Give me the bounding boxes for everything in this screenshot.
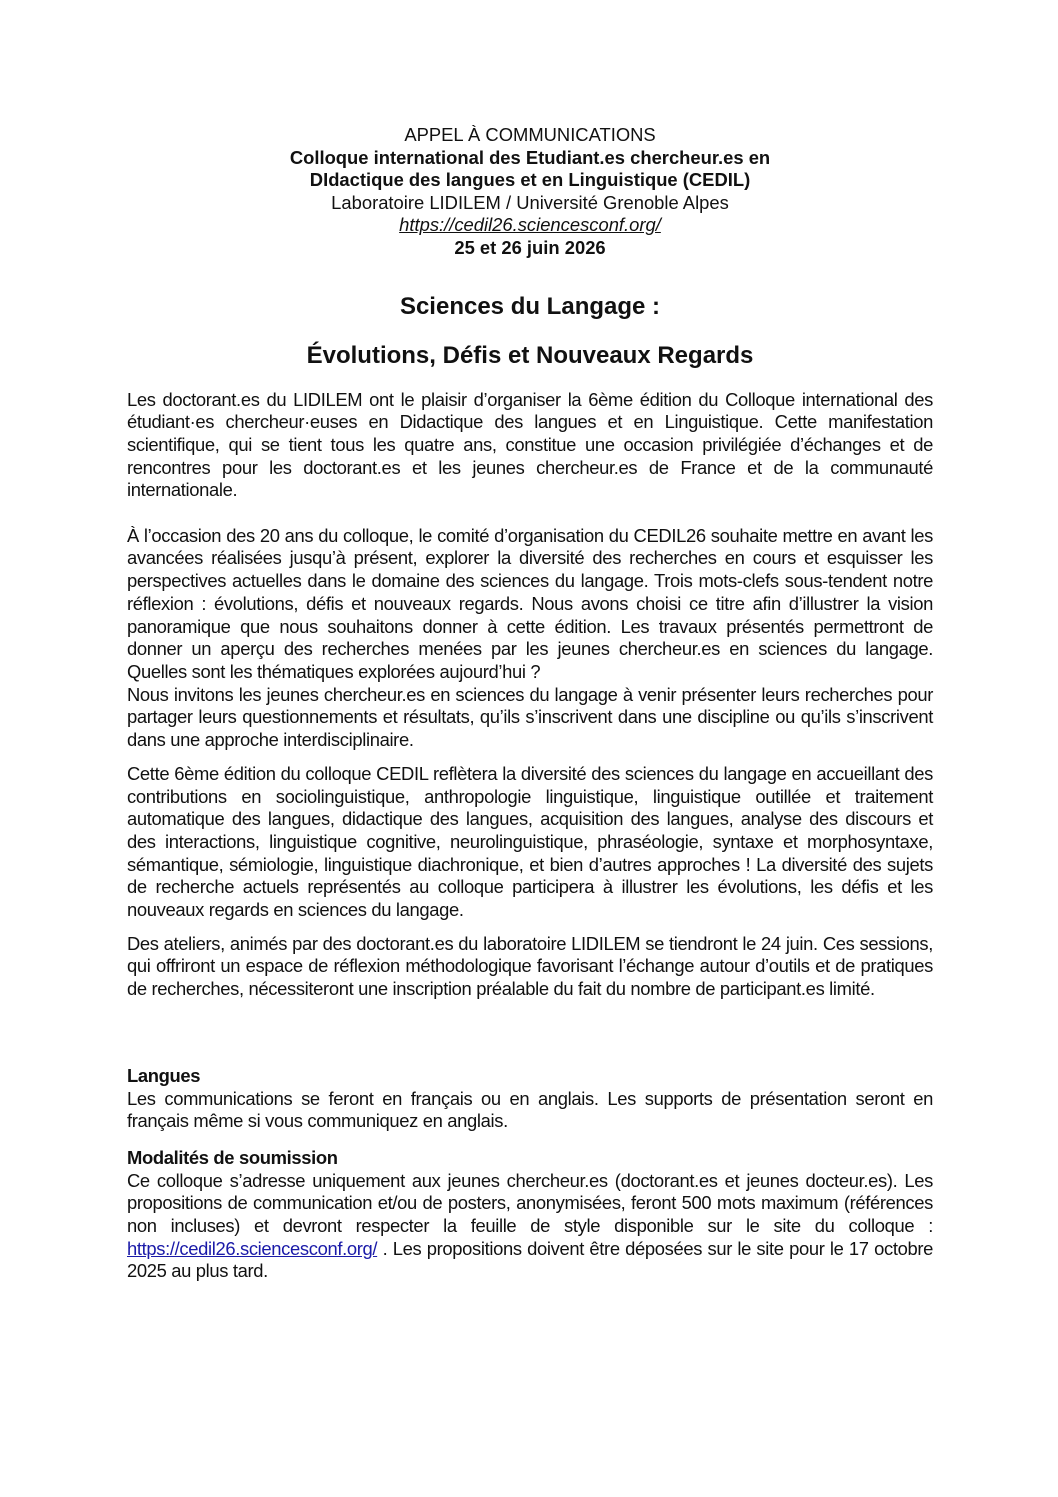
submission-text-before-link: Ce colloque s’adresse uniquement aux jeunes chercheur.es (doctorant.es et jeunes docteur.es). Les propositions de communication et/ou de posters, anonymisées, feront 500 mots maximum (références non incluses) et devront respecter la feuille de style disponible sur le site du colloque : — [127, 1169, 933, 1237]
document-titles — [127, 293, 933, 370]
paragraph-invitation: Nous invitons les jeunes chercheur.es en sciences du langage à venir présenter leurs recherches pour partager leurs questionnements et résultats, qu’ils s’inscrivent dans une discipline ou qu’ils s’inscrivent dans une approche interdisciplinaire. — [127, 683, 933, 751]
page-title: Sciences du Langage : — [399, 292, 661, 320]
section-languages — [127, 1065, 933, 1133]
paragraph-topics: Cette 6ème édition du colloque CEDIL reflètera la diversité des sciences du langage en accueillant des contributions en sociolinguistique, anthropologie linguistique, linguistique outillée et traitement automatique des langues, didactique des langues, acquisition des langues, analyse des discours et des interactions, linguistique cognitive, neurolinguistique, phraséologie, syntaxe et morphosyntaxe, sémantique, sémiologie, linguistique diachronique, et bien d’autres approches ! La diversité des sujets de recherche actuels représentés au colloque participera à illustrer les évolutions, les défis et les nouveaux regards en sciences du langage. — [127, 762, 933, 921]
section-heading-languages: Langues — [127, 1064, 201, 1086]
colloquium-name-line2: DIdactique des langues et en Linguistique (CEDIL) — [309, 169, 751, 191]
colloquium-name-line1: Colloque international des Etudiant.es chercheur.es en — [289, 146, 771, 168]
paragraph-anniversary: À l’occasion des 20 ans du colloque, le comité d’organisation du CEDIL26 souhaite mettre en avant les avancées réalisées jusqu’à présent, explorer la diversité des recherches en cours et esquisser les perspectives actuelles dans le domaine des sciences du langage. Trois mots-clefs sous-tendent notre réflexion : évolutions, défis et nouveaux regards. Nous avons choisi ce titre afin d’illustrer la vision panoramique que nous souhaitons donner à cette édition. Les travaux présentés permettront de donner un aperçu des recherches menées par les jeunes chercheur.es en sciences du langage. Quelles sont les thématiques explorées aujourd’hui ? — [127, 524, 933, 682]
body — [127, 389, 933, 1284]
section-submission — [127, 1147, 933, 1283]
submission-url-link[interactable]: https://cedil26.sciencesconf.org/ — [127, 1237, 378, 1259]
lab-affiliation: Laboratoire LIDILEM / Université Grenoble Alpes — [331, 191, 729, 213]
document-page — [127, 124, 933, 1283]
section-text-languages: Les communications se feront en français ou en anglais. Les supports de présentation seront en français même si vous communiquez en anglais. — [127, 1087, 933, 1132]
paragraph-workshops: Des ateliers, animés par des doctorant.es du laboratoire LIDILEM se tiendront le 24 juin. Ces sessions, qui offriront un espace de réflexion méthodologique favorisant l’échange autour d’outils et de pratiques de recherches, nécessiteront une inscription préalable du fait du nombre de participant.es limité. — [127, 932, 933, 1000]
header-url-link[interactable]: https://cedil26.sciencesconf.org/ — [399, 214, 661, 236]
section-text-submission — [127, 1170, 933, 1284]
event-dates: 25 et 26 juin 2026 — [454, 236, 606, 258]
paragraph-intro: Les doctorant.es du LIDILEM ont le plaisir d’organiser la 6ème édition du Colloque international des étudiant·es chercheur·euses en Didactique des langues et en Linguistique. Cette manifestation scientifique, qui se tient tous les quatre ans, constitue une occasion privilégiée d’échanges et de rencontres pour les doctorant.es et les jeunes chercheur.es de France et de la communauté internationale. — [127, 388, 933, 501]
document-header — [127, 124, 933, 260]
section-heading-submission: Modalités de soumission — [127, 1146, 338, 1168]
call-label: APPEL À COMMUNICATIONS — [404, 124, 656, 145]
page-subtitle: Évolutions, Défis et Nouveaux Regards — [306, 341, 754, 369]
submission-text-after-link: . Les propositions doivent être déposées sur le site pour le 17 octobre 2025 au plus tard. — [127, 1237, 933, 1282]
